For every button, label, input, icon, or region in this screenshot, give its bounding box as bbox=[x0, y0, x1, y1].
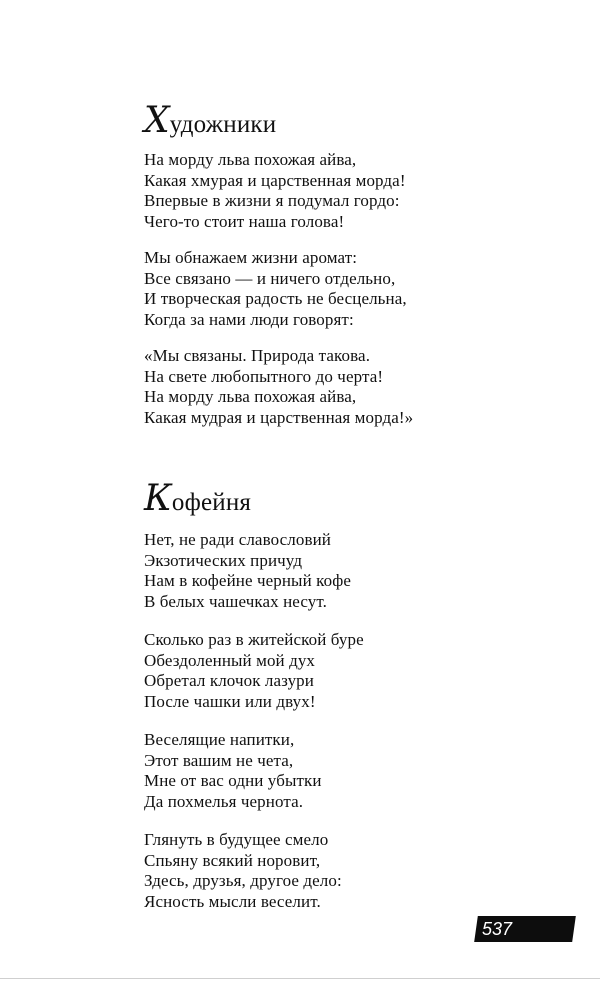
verse-line: Да похмелья чернота. bbox=[144, 791, 304, 811]
verse-line: Нет, не ради славословий bbox=[144, 530, 331, 549]
verse-line: На морду льва похожая айва, bbox=[144, 387, 357, 406]
stanza bbox=[144, 248, 564, 330]
verse-line: На свете любопытного до черта! bbox=[144, 366, 384, 386]
title-initial: Х bbox=[144, 100, 170, 141]
verse-line: И творческая радость не бесцельна, bbox=[144, 289, 407, 308]
poem-title bbox=[144, 98, 564, 144]
verse-line: Сколько раз в житейской буре bbox=[144, 630, 364, 649]
stanza bbox=[144, 150, 564, 232]
stanza bbox=[144, 830, 564, 912]
verse-line: Мне от вас одни убытки bbox=[144, 771, 322, 790]
poem-kofeynya bbox=[144, 476, 564, 912]
poem-body bbox=[144, 150, 564, 428]
verse-line: Нам в кофейне черный кофе bbox=[144, 571, 351, 590]
verse-line: Обретал клочок лазури bbox=[144, 671, 314, 690]
poem-title bbox=[144, 476, 564, 522]
verse-line: Мы обнажаем жизни аромат: bbox=[144, 248, 358, 267]
title-initial: К bbox=[144, 478, 172, 519]
stanza bbox=[144, 630, 564, 712]
page-number: 537 bbox=[482, 919, 513, 939]
verse-line: В белых чашечках несут. bbox=[144, 591, 327, 611]
title-rest: офейня bbox=[171, 489, 252, 516]
verse-line: Веселящие напитки, bbox=[144, 730, 295, 749]
verse-line: Впервые в жизни я подумал гордо: bbox=[144, 191, 400, 210]
poem-body bbox=[144, 530, 564, 912]
verse-line: Все связано — и ничего отдельно, bbox=[144, 268, 396, 288]
verse-line: Какая мудрая и царственная морда!» bbox=[144, 407, 414, 427]
verse-line: Спьяну всякий норовит, bbox=[144, 850, 321, 870]
verse-line: На морду льва похожая айва, bbox=[144, 150, 357, 169]
page-edge-divider bbox=[0, 978, 600, 979]
verse-line: «Мы связаны. Природа такова. bbox=[144, 346, 371, 365]
verse-line: Обездоленный мой дух bbox=[144, 650, 316, 670]
verse-line: Глянуть в будущее смело bbox=[144, 830, 329, 849]
verse-line: Когда за нами люди говорят: bbox=[144, 309, 354, 329]
stanza bbox=[144, 730, 564, 812]
stanza bbox=[144, 530, 564, 612]
stanza bbox=[144, 346, 564, 428]
verse-line: Этот вашим не чета, bbox=[144, 750, 294, 770]
verse-line: Чего-то стоит наша голова! bbox=[144, 211, 345, 231]
title-rest: удожники bbox=[169, 111, 277, 138]
verse-line: После чашки или двух! bbox=[144, 691, 316, 711]
verse-line: Ясность мысли веселит. bbox=[144, 891, 321, 911]
poem-khudozhniki bbox=[144, 98, 564, 428]
verse-line: Здесь, друзья, другое дело: bbox=[144, 871, 342, 890]
verse-line: Какая хмурая и царственная морда! bbox=[144, 170, 406, 190]
verse-line: Экзотических причуд bbox=[144, 550, 303, 570]
